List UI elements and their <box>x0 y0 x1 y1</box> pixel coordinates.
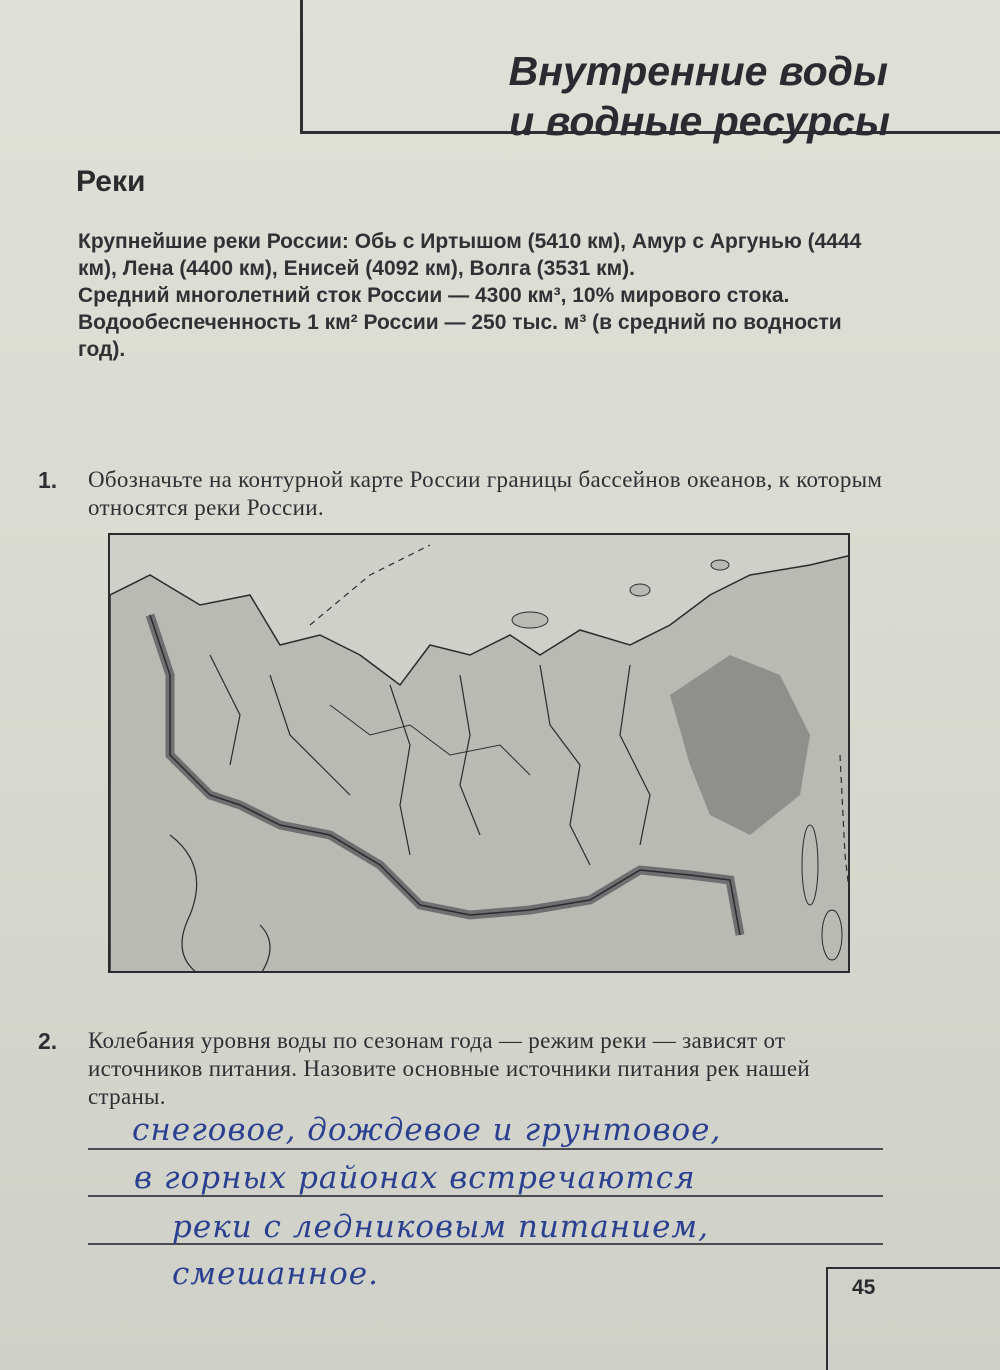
answer-line-1 <box>88 1148 883 1150</box>
task-1-text: Обозначьте на контурной карте России границы бассейнов океанов, к которым относятся реки России. <box>88 467 883 520</box>
handwritten-answer-line-2: в горных районах встречаются <box>134 1160 696 1196</box>
handwritten-answer-line-3: реки с ледниковым питанием, <box>172 1209 709 1245</box>
chapter-title-line-1: Внутренние воды <box>508 48 888 94</box>
page-number: 45 <box>852 1276 876 1299</box>
task-2-text: Колебания уровня воды по сезонам года — режим реки — зависят от источников питания. Назовите основные источники питания рек нашей страны. <box>88 1028 811 1109</box>
intro-water-supply: Водообеспеченность 1 км² России — 250 тыс. м³ (в средний по водности год). <box>78 311 842 361</box>
intro-rivers: Крупнейшие реки России: Обь с Иртышом (5410 км), Амур с Аргунью (4444 км), Лена (4400 км), Енисей (4092 км), Волга (3531 км). <box>78 230 862 280</box>
chapter-title-box <box>300 0 1000 144</box>
task-1-number: 1. <box>38 467 58 493</box>
handwritten-answer-line-4: смешанное. <box>172 1256 379 1292</box>
intro-runoff: Средний многолетний сток России — 4300 км³, 10% мирового стока. <box>78 284 790 307</box>
section-title: Реки <box>76 165 146 198</box>
handwritten-answer-line-1: снеговое, дождевое и грунтовое, <box>132 1112 722 1148</box>
russia-contour-map <box>108 533 850 973</box>
intro-facts <box>78 228 888 363</box>
map-graphic <box>110 535 850 973</box>
chapter-title-line-2: и водные ресурсы <box>509 98 890 144</box>
task-2-number: 2. <box>38 1028 58 1054</box>
